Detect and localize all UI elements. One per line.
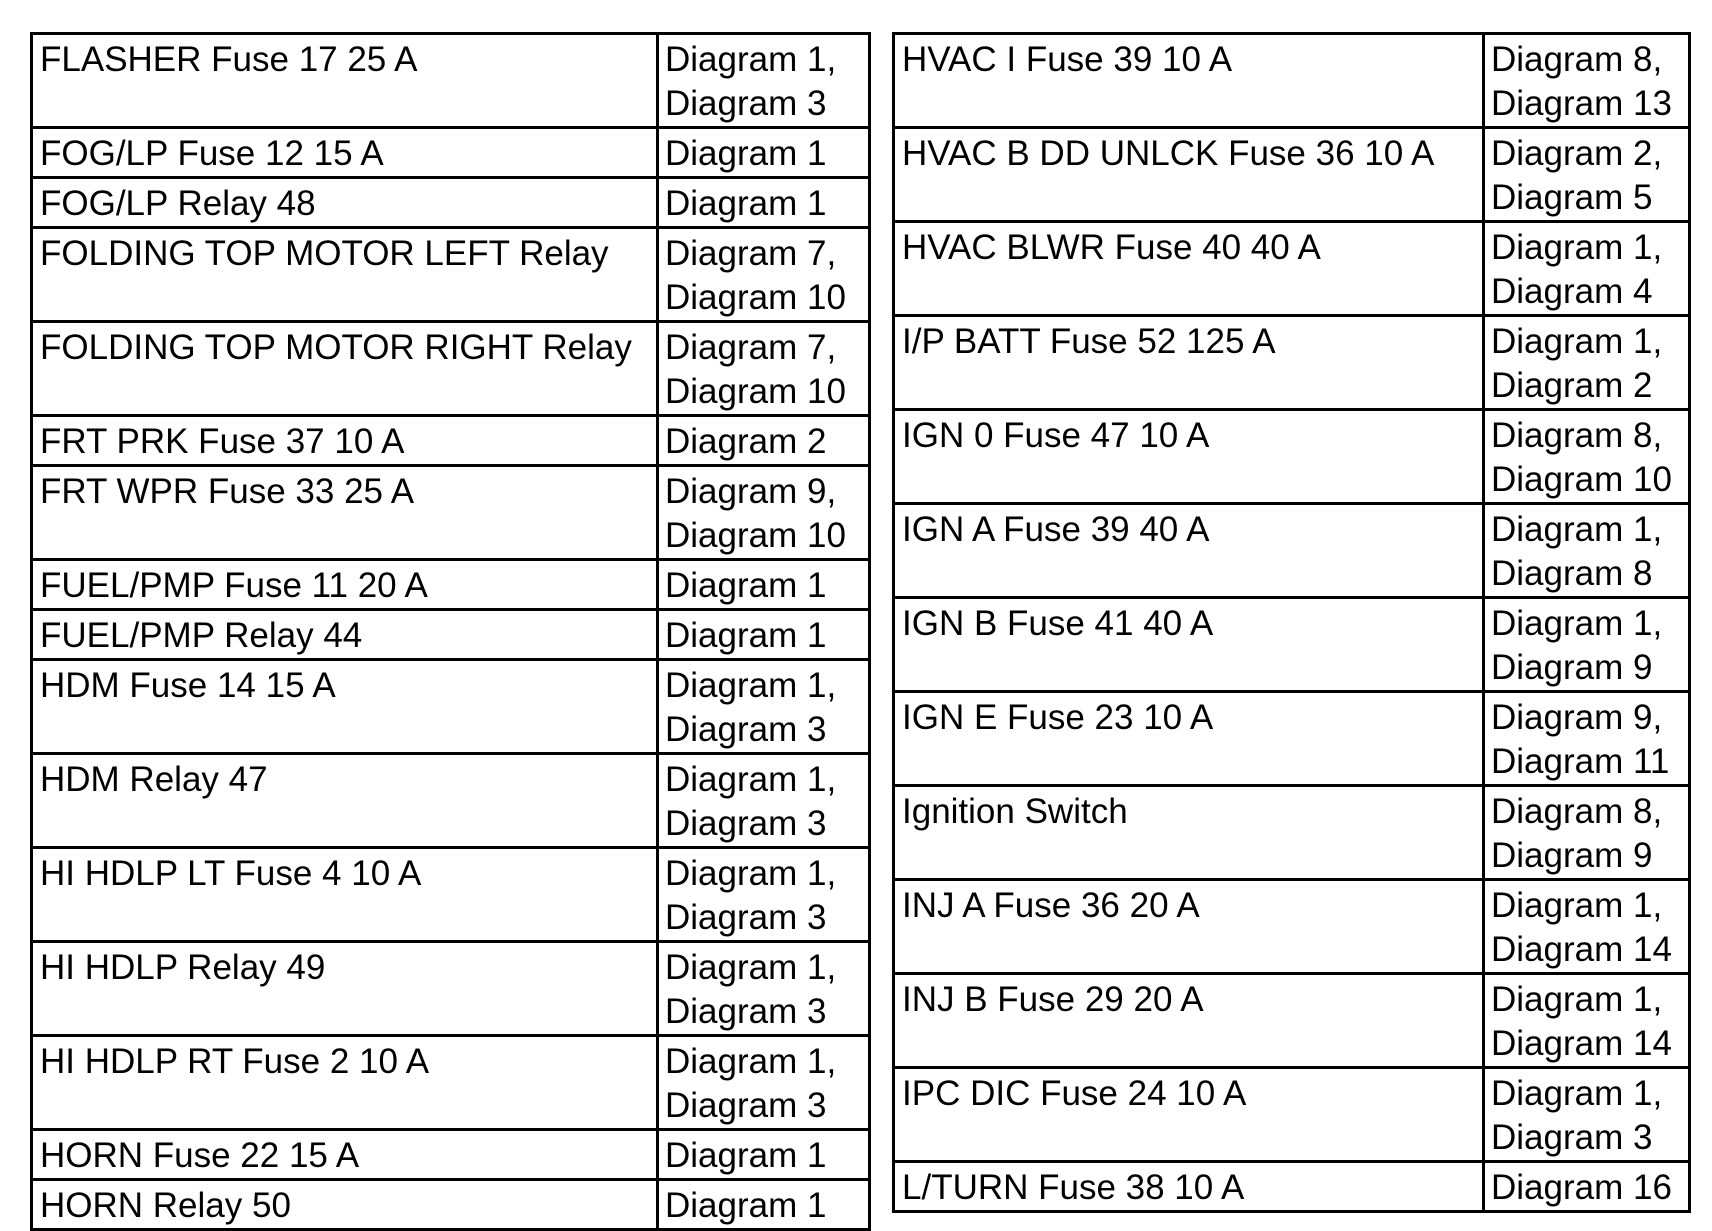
- diagram-ref: Diagram 1,: [1491, 604, 1663, 643]
- diagram-ref-cell: [1484, 1162, 1690, 1212]
- diagram-ref: Diagram 3: [1491, 1118, 1653, 1157]
- table-row: [32, 560, 870, 610]
- table-row: [32, 848, 870, 942]
- component-name-cell: IGN 0 Fuse 47 10 A: [894, 410, 1484, 504]
- diagram-ref: Diagram 16: [1491, 1168, 1672, 1207]
- component-name-cell: IGN A Fuse 39 40 A: [894, 504, 1484, 598]
- diagram-ref: Diagram 1,: [1491, 886, 1663, 925]
- diagram-ref-cell: [1484, 692, 1690, 786]
- left-table-body: [32, 34, 870, 1230]
- diagram-ref: Diagram 2,: [1491, 134, 1663, 173]
- table-row: [894, 880, 1690, 974]
- diagram-ref-cell: [658, 848, 870, 942]
- component-name-cell: FUEL/PMP Relay 44: [32, 610, 658, 660]
- diagram-ref-cell: [658, 1130, 870, 1180]
- diagram-ref-cell: [1484, 34, 1690, 128]
- diagram-ref: Diagram 1,: [665, 40, 837, 79]
- diagram-ref-cell: [658, 322, 870, 416]
- diagram-ref-cell: [658, 178, 870, 228]
- table-row: [894, 786, 1690, 880]
- diagram-ref: Diagram 3: [665, 1086, 827, 1125]
- component-name-cell: L/TURN Fuse 38 10 A: [894, 1162, 1484, 1212]
- diagram-ref-cell: [658, 228, 870, 322]
- diagram-ref-cell: [658, 610, 870, 660]
- diagram-ref: Diagram 7,: [665, 234, 837, 273]
- diagram-ref: Diagram 10: [665, 516, 846, 555]
- diagram-ref: Diagram 1,: [665, 1042, 837, 1081]
- component-name-cell: HORN Fuse 22 15 A: [32, 1130, 658, 1180]
- diagram-ref-cell: [658, 1180, 870, 1230]
- diagram-ref: Diagram 8,: [1491, 416, 1663, 455]
- left-index-table: [30, 32, 871, 1231]
- diagram-ref-cell: [658, 34, 870, 128]
- diagram-ref: Diagram 1,: [665, 760, 837, 799]
- component-name-cell: FOLDING TOP MOTOR RIGHT Relay: [32, 322, 658, 416]
- diagram-ref: Diagram 1: [665, 566, 827, 605]
- component-name-cell: FOG/LP Fuse 12 15 A: [32, 128, 658, 178]
- table-row: [32, 1180, 870, 1230]
- table-row: [894, 598, 1690, 692]
- diagram-ref-cell: [658, 128, 870, 178]
- table-row: [32, 128, 870, 178]
- table-row: [32, 466, 870, 560]
- diagram-ref: Diagram 2: [1491, 366, 1653, 405]
- diagram-ref: Diagram 8,: [1491, 40, 1663, 79]
- component-name-cell: HORN Relay 50: [32, 1180, 658, 1230]
- component-name-cell: FRT WPR Fuse 33 25 A: [32, 466, 658, 560]
- diagram-ref-cell: [658, 560, 870, 610]
- diagram-ref: Diagram 8: [1491, 554, 1653, 593]
- table-row: [894, 1068, 1690, 1162]
- component-name-cell: Ignition Switch: [894, 786, 1484, 880]
- diagram-ref: Diagram 10: [1491, 460, 1672, 499]
- table-row: [32, 660, 870, 754]
- diagram-ref: Diagram 11: [1491, 742, 1670, 781]
- diagram-ref: Diagram 3: [665, 84, 827, 123]
- diagram-ref: Diagram 1,: [1491, 980, 1663, 1019]
- diagram-ref: Diagram 1,: [665, 948, 837, 987]
- table-row: [894, 316, 1690, 410]
- diagram-ref-cell: [658, 660, 870, 754]
- component-name-cell: IPC DIC Fuse 24 10 A: [894, 1068, 1484, 1162]
- diagram-ref: Diagram 10: [665, 278, 846, 317]
- diagram-ref-cell: [658, 754, 870, 848]
- diagram-ref: Diagram 9: [1491, 648, 1653, 687]
- component-name-cell: FOG/LP Relay 48: [32, 178, 658, 228]
- component-name-cell: FRT PRK Fuse 37 10 A: [32, 416, 658, 466]
- component-name-cell: FOLDING TOP MOTOR LEFT Relay: [32, 228, 658, 322]
- diagram-ref-cell: [1484, 786, 1690, 880]
- table-row: [32, 610, 870, 660]
- component-name-cell: IGN E Fuse 23 10 A: [894, 692, 1484, 786]
- diagram-ref: Diagram 1: [665, 1186, 827, 1225]
- component-name-cell: INJ A Fuse 36 20 A: [894, 880, 1484, 974]
- diagram-ref: Diagram 10: [665, 372, 846, 411]
- diagram-ref: Diagram 8,: [1491, 792, 1663, 831]
- component-name-cell: HDM Relay 47: [32, 754, 658, 848]
- diagram-ref: Diagram 14: [1491, 930, 1672, 969]
- diagram-ref: Diagram 1,: [1491, 322, 1663, 361]
- diagram-ref: Diagram 1,: [665, 666, 837, 705]
- table-row: [32, 228, 870, 322]
- component-name-cell: HDM Fuse 14 15 A: [32, 660, 658, 754]
- diagram-ref: Diagram 1,: [1491, 510, 1663, 549]
- diagram-ref: Diagram 9: [1491, 836, 1653, 875]
- right-index-table: [892, 32, 1691, 1213]
- diagram-ref-cell: [1484, 598, 1690, 692]
- diagram-ref: Diagram 1: [665, 1136, 827, 1175]
- diagram-ref: Diagram 1,: [1491, 228, 1663, 267]
- table-row: [894, 504, 1690, 598]
- diagram-ref: Diagram 5: [1491, 178, 1653, 217]
- diagram-ref: Diagram 3: [665, 710, 827, 749]
- diagram-ref: Diagram 9,: [1491, 698, 1663, 737]
- diagram-ref-cell: [658, 466, 870, 560]
- diagram-ref-cell: [1484, 222, 1690, 316]
- diagram-ref: Diagram 1: [665, 134, 827, 173]
- table-row: [894, 410, 1690, 504]
- right-table-body: [894, 34, 1690, 1212]
- table-row: [32, 942, 870, 1036]
- diagram-ref: Diagram 3: [665, 804, 827, 843]
- diagram-ref: Diagram 1: [665, 616, 827, 655]
- table-row: [32, 754, 870, 848]
- diagram-ref-cell: [1484, 128, 1690, 222]
- diagram-ref: Diagram 4: [1491, 272, 1653, 311]
- diagram-ref-cell: [1484, 880, 1690, 974]
- component-name-cell: INJ B Fuse 29 20 A: [894, 974, 1484, 1068]
- component-name-cell: HI HDLP RT Fuse 2 10 A: [32, 1036, 658, 1130]
- table-row: [32, 1036, 870, 1130]
- diagram-ref-cell: [658, 942, 870, 1036]
- component-name-cell: HVAC BLWR Fuse 40 40 A: [894, 222, 1484, 316]
- component-name-cell: HI HDLP Relay 49: [32, 942, 658, 1036]
- diagram-ref: Diagram 3: [665, 898, 827, 937]
- table-row: [894, 34, 1690, 128]
- diagram-ref: Diagram 13: [1491, 84, 1672, 123]
- component-name-cell: I/P BATT Fuse 52 125 A: [894, 316, 1484, 410]
- table-row: [32, 416, 870, 466]
- table-row: [894, 222, 1690, 316]
- diagram-ref-cell: [1484, 410, 1690, 504]
- diagram-ref-cell: [1484, 316, 1690, 410]
- diagram-ref-cell: [1484, 504, 1690, 598]
- diagram-ref: Diagram 1: [665, 184, 827, 223]
- table-row: [32, 322, 870, 416]
- diagram-ref-cell: [658, 1036, 870, 1130]
- table-row: [32, 1130, 870, 1180]
- table-row: [894, 974, 1690, 1068]
- diagram-ref-cell: [658, 416, 870, 466]
- component-name-cell: FLASHER Fuse 17 25 A: [32, 34, 658, 128]
- diagram-ref-cell: [1484, 974, 1690, 1068]
- table-row: [894, 692, 1690, 786]
- table-row: [32, 178, 870, 228]
- diagram-ref: Diagram 1,: [1491, 1074, 1663, 1113]
- table-row: [894, 128, 1690, 222]
- component-name-cell: IGN B Fuse 41 40 A: [894, 598, 1484, 692]
- diagram-ref: Diagram 2: [665, 422, 827, 461]
- table-row: [894, 1162, 1690, 1212]
- diagram-ref: Diagram 14: [1491, 1024, 1672, 1063]
- component-name-cell: HI HDLP LT Fuse 4 10 A: [32, 848, 658, 942]
- diagram-ref: Diagram 7,: [665, 328, 837, 367]
- component-name-cell: HVAC B DD UNLCK Fuse 36 10 A: [894, 128, 1484, 222]
- table-row: [32, 34, 870, 128]
- diagram-ref-cell: [1484, 1068, 1690, 1162]
- diagram-ref: Diagram 9,: [665, 472, 837, 511]
- component-name-cell: HVAC I Fuse 39 10 A: [894, 34, 1484, 128]
- diagram-ref: Diagram 3: [665, 992, 827, 1031]
- diagram-ref: Diagram 1,: [665, 854, 837, 893]
- component-name-cell: FUEL/PMP Fuse 11 20 A: [32, 560, 658, 610]
